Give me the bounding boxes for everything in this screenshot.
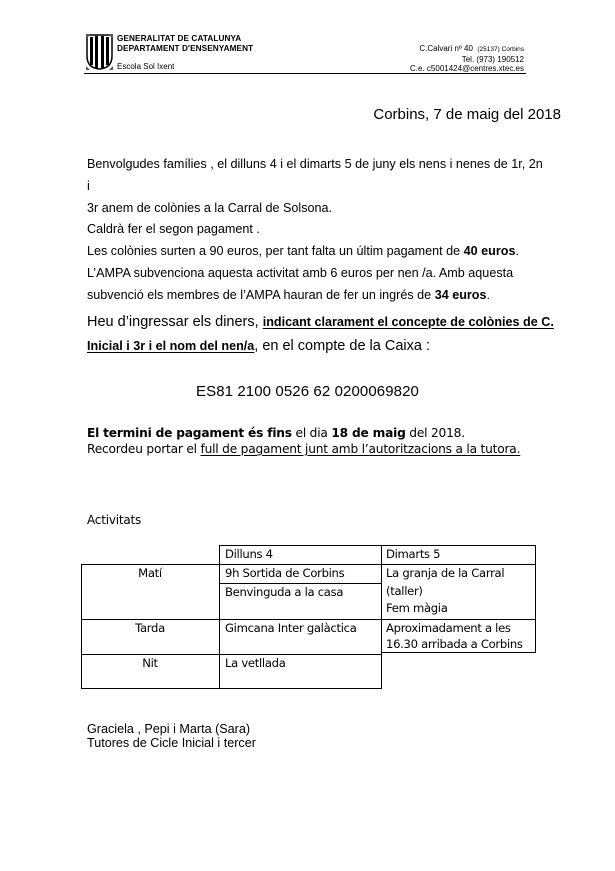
table-cell: La vetllada <box>225 656 286 670</box>
school-name: Escola Sol Ixent <box>117 62 175 71</box>
table-cell: 16.30 arribada a Corbins <box>386 637 523 651</box>
row-label-morning: Matí <box>138 566 162 580</box>
reminder-underlined: full de pagament junt amb l’autoritzacions a la tutora. <box>200 442 521 456</box>
senyera-coat-of-arms-icon <box>86 34 113 70</box>
organization-title <box>117 34 253 54</box>
postal-code: (25137) Corbins <box>477 46 524 53</box>
phone: Tel. (973) 190512 <box>461 54 524 64</box>
letterhead <box>84 32 526 74</box>
contact-block <box>410 44 524 74</box>
body-line: Benvolgudes famílies , el dilluns 4 i el dimarts 5 de juny els nens i nenes de 1r, 2n i <box>87 157 543 193</box>
deadline-date: 18 de maig <box>331 426 406 440</box>
email[interactable]: C.e. c5001424@centres.xtec.es <box>410 64 524 73</box>
activities-heading: Activitats <box>87 513 142 527</box>
signature-block <box>87 722 256 750</box>
bank-account-iban: ES81 2100 0526 62 0200069820 <box>195 383 419 400</box>
activities-table <box>81 545 536 690</box>
letter-body <box>87 154 547 307</box>
row-label-afternoon: Tarda <box>135 621 165 635</box>
signature-names: Graciela , Pepi i Marta (Sara) <box>87 722 251 736</box>
department-name: DEPARTAMENT D'ENSENYAMENT <box>117 44 254 53</box>
amount-due: 40 euros <box>463 244 516 259</box>
deadline-label: El termini de pagament és fins <box>87 426 292 440</box>
body-line: L’AMPA subvenciona aquesta activitat amb 6 euros per nen /a. Amb aquesta <box>87 265 514 280</box>
letter-date: Corbins, 7 de maig del 2018 <box>373 106 561 123</box>
payment-concept-underlined: Inicial i 3r i el nom del nen/a <box>87 339 255 353</box>
table-cell: Aproximadament a les <box>386 621 511 635</box>
body-line: subvenció els membres de l’AMPA hauran de fer un ingrés de 34 euros. <box>87 287 490 302</box>
table-cell: Benvinguda a la casa <box>225 585 344 599</box>
row-label-night: Nit <box>142 656 158 670</box>
table-cell: Fem màgia <box>386 601 448 615</box>
table-cell: Gimcana Inter galàctica <box>225 621 357 635</box>
payment-concept-underlined: indicant clarament el concepte de colònies de C. <box>262 315 554 329</box>
table-cell: 9h Sortida de Corbins <box>225 566 345 580</box>
ampa-amount: 34 euros <box>434 287 487 302</box>
organization-name: GENERALITAT DE CATALUNYA <box>117 34 242 43</box>
table-cell: La granja de la Carral <box>386 566 505 580</box>
deadline-notice: El termini de pagament és fins el dia 18 de maig del 2018. Recordeu portar el full de pagament junt amb l’autoritzacions a la tutora. <box>87 426 521 456</box>
body-line: Les colònies surten a 90 euros, per tant falta un últim pagament de 40 euros. <box>87 244 519 259</box>
body-line: 3r anem de colònies a la Carral de Solsona. <box>87 200 333 215</box>
address: C.Calvari nº 40 <box>419 44 473 53</box>
table-cell: (taller) <box>386 584 423 598</box>
payment-instructions: Heu d’ingressar els diners, indicant clarament el concepte de colònies de C. Inicial i 3r i el nom del nen/a, en el compte de la Caixa : <box>87 314 554 354</box>
column-header-monday: Dilluns 4 <box>225 547 273 561</box>
signature-role: Tutores de Cicle Inicial i tercer <box>87 736 256 750</box>
body-line: Caldrà fer el segon pagament . <box>87 222 260 237</box>
column-header-tuesday: Dimarts 5 <box>386 547 441 561</box>
